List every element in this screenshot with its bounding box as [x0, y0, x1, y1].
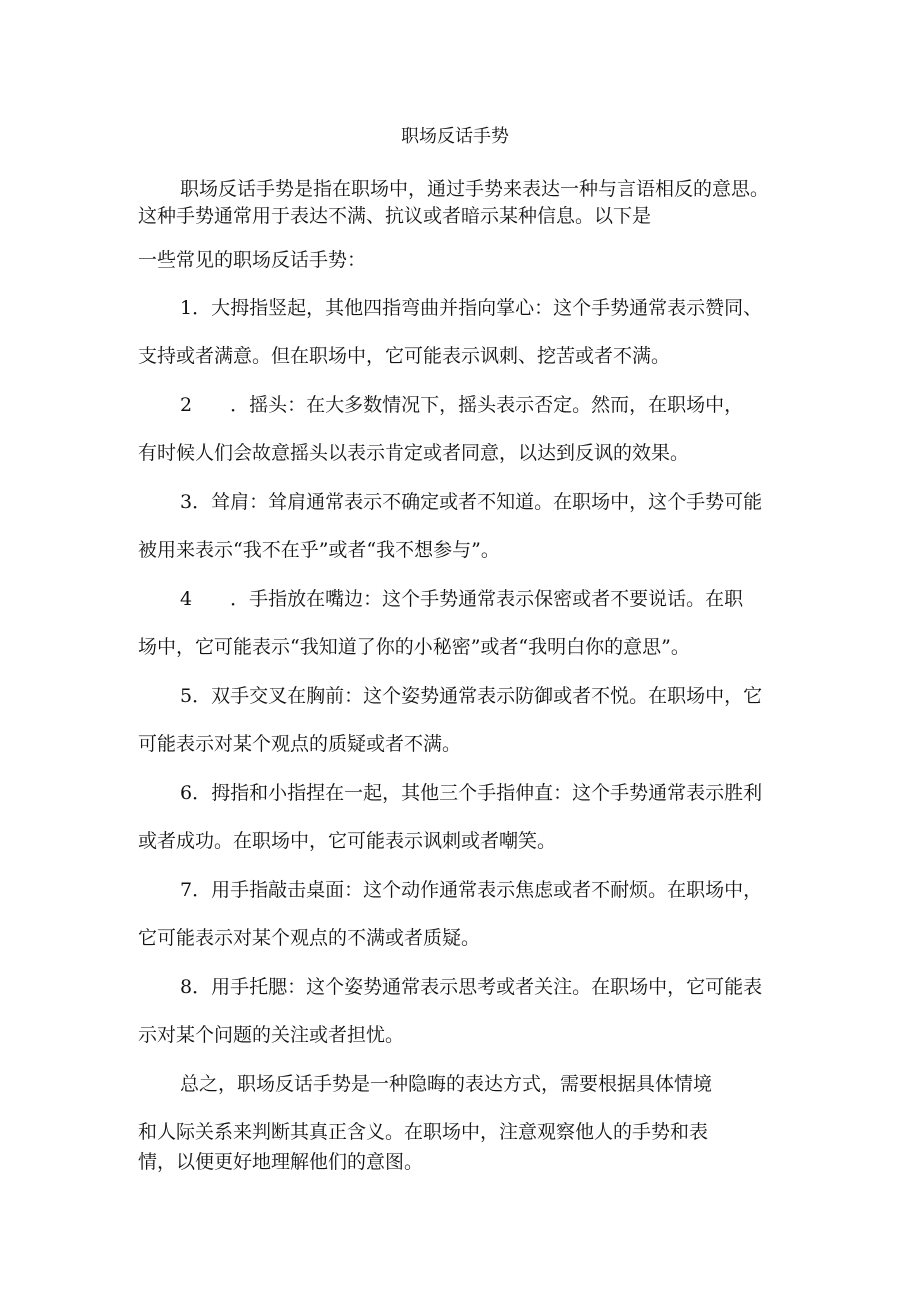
item-1-line-2: 支持或者满意。但在职场中，它可能表示讽刺、挖苦或者不满。: [138, 345, 671, 367]
item-6-line-1: 6．拇指和小指捏在一起，其他三个手指伸直：这个手势通常表示胜利: [180, 782, 763, 804]
item-2-line-1: 2 ．摇头：在大多数情况下，摇头表示否定。然而，在职场中，: [180, 394, 744, 416]
item-4-line-1: 4 ．手指放在嘴边：这个手势通常表示保密或者不要说话。在职: [180, 588, 744, 610]
item-5-line-1: 5．双手交叉在胸前：这个姿势通常表示防御或者不悦。在职场中，它: [180, 685, 763, 707]
document-title: 职场反话手势: [401, 126, 509, 147]
conclusion-line-1: 总之，职场反话手势是一种隐晦的表达方式，需要根据具体情境: [180, 1073, 713, 1095]
item-7-line-1: 7．用手指敲击桌面：这个动作通常表示焦虑或者不耐烦。在职场中，: [180, 879, 763, 901]
item-8-line-1: 8．用手托腮：这个姿势通常表示思考或者关注。在职场中，它可能表: [180, 976, 763, 998]
item-8-line-2: 示对某个问题的关注或者担忧。: [138, 1024, 405, 1046]
item-5-line-2: 可能表示对某个观点的质疑或者不满。: [138, 733, 462, 755]
item-3-line-1: 3．耸肩：耸肩通常表示不确定或者不知道。在职场中，这个手势可能: [180, 491, 763, 513]
item-1-line-1: 1．大拇指竖起，其他四指弯曲并指向掌心：这个手势通常表示赞同、: [180, 297, 763, 319]
conclusion-line-2: 和人际关系来判断其真正含义。在职场中，注意观察他人的手势和表: [138, 1121, 709, 1143]
item-2-line-2: 有时候人们会故意摇头以表示肯定或者同意，以达到反讽的效果。: [138, 442, 690, 464]
conclusion-line-3: 情，以便更好地理解他们的意图。: [138, 1151, 424, 1173]
item-7-line-2: 它可能表示对某个观点的不满或者质疑。: [138, 927, 481, 949]
item-3-line-2: 被用来表示“我不在乎”或者“我不想参与”。: [138, 539, 500, 561]
intro-line-1: 职场反话手势是指在职场中，通过手势来表达一种与言语相反的意思。: [180, 178, 770, 200]
intro-line-2: 这种手势通常用于表达不满、抗议或者暗示某种信息。以下是: [138, 205, 652, 227]
item-4-line-2: 场中，它可能表示“我知道了你的小秘密”或者“我明白你的意思”。: [138, 636, 690, 658]
intro-line-3: 一些常见的职场反话手势：: [138, 249, 367, 271]
item-6-line-2: 或者成功。在职场中，它可能表示讽刺或者嘲笑。: [138, 830, 557, 852]
